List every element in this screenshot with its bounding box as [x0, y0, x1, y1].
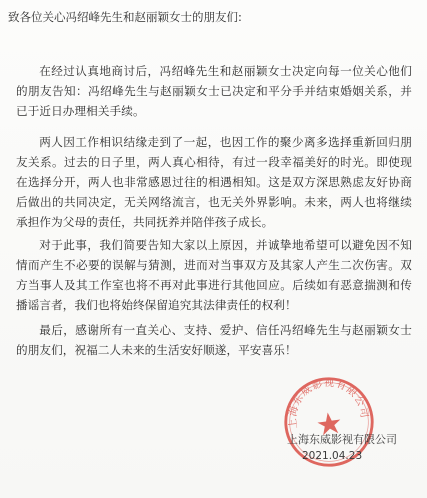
paragraph-1: 在经过认真地商讨后，冯绍峰先生和赵丽颖女士决定向每一位关心他们的朋友告知：冯绍峰先生与赵丽颖女士已决定和平分手并结束婚姻关系，并已于近日办理相关手续。: [16, 64, 412, 118]
salutation: 致各位关心冯绍峰先生和赵丽颖女士的朋友们:: [8, 10, 242, 24]
signature-date: 2021.04.23: [302, 450, 363, 462]
seal-text: 上海东威影视有限公司: [287, 377, 370, 430]
paragraph-2: 两人因工作相识结缘走到了一起，也因工作的聚少离多选择重新回归朋友关系。过去的日子里，两人真心相待，有过一段幸福美好的时光。即使现在选择分开，两人也非常感恩过往的相遇相知。这是双方深思熟虑友好协商后做出的共同决定，无关网络流言，也无关外界影响。未来，两人也将继续承担作为父母的责任，共同抚养并陪伴孩子成长。: [16, 135, 412, 229]
svg-text:上海东威影视有限公司: [280, 371, 370, 429]
paragraph-3: 对于此事，我们简要告知大家以上原因，并诚挚地希望可以避免因不知情而产生不必要的误解与猜测，进而对当事双方及其家人产生二次伤害。双方当事人及其工作室也将不再对此事进行其他回应。后续如有恶意揣测和传播谣言者，我们也将始终保留追究其法律责任的权利！: [16, 238, 412, 312]
signature-company: 上海东威影视有限公司: [287, 433, 397, 446]
paragraph-4: 最后，感谢所有一直关心、支持、爱护、信任冯绍峰先生与赵丽颖女士的朋友们，祝福二人未来的生活安好顺遂，平安喜乐！: [16, 323, 412, 357]
